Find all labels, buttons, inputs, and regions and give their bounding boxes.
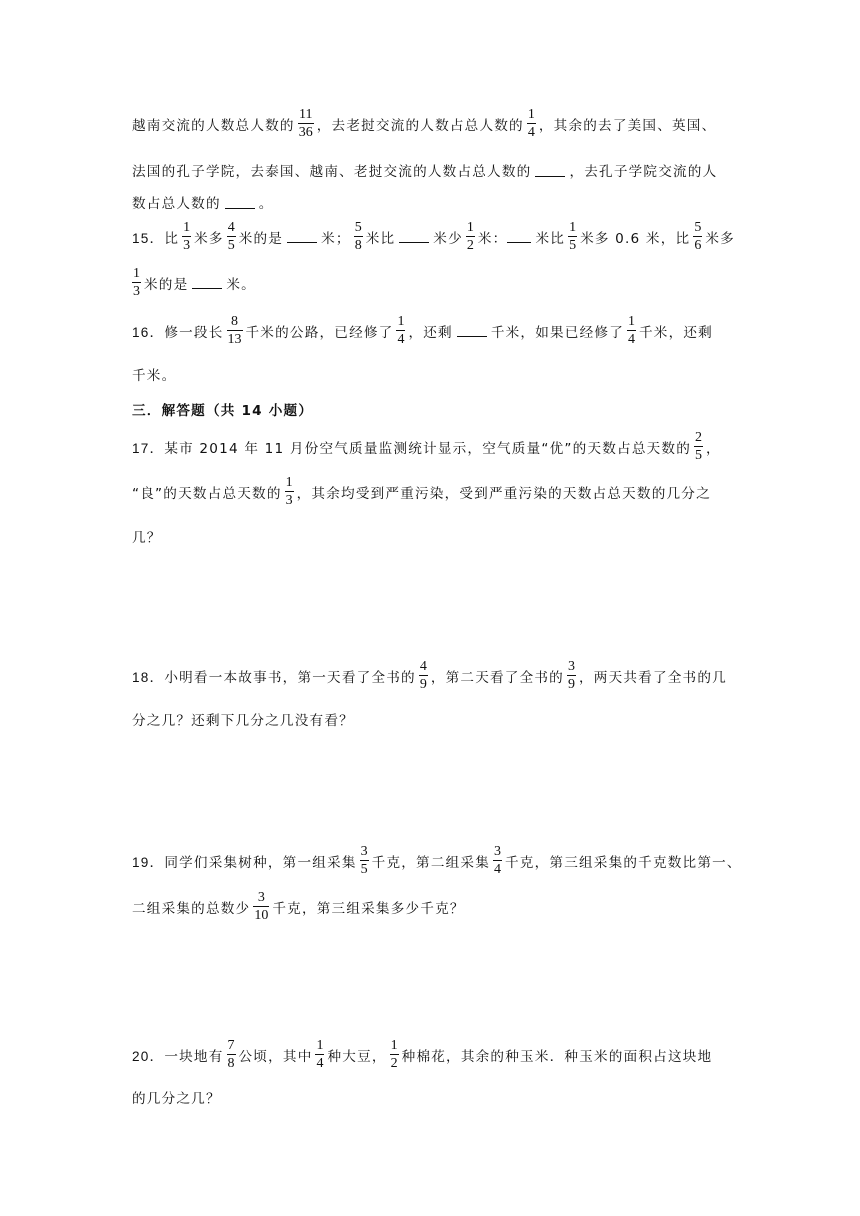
question-number: 17． — [132, 440, 165, 456]
numerator: 7 — [227, 1038, 235, 1053]
text: 二组采集的总数少 — [132, 900, 251, 917]
numerator: 3 — [360, 844, 368, 859]
denominator: 3 — [133, 284, 140, 299]
text: 的几分之几？ — [132, 1091, 221, 1107]
text: 一块地有 — [164, 1048, 224, 1065]
fraction — [693, 220, 702, 253]
q15-line1 — [132, 220, 735, 253]
q20-line2 — [132, 1087, 221, 1107]
text: “良”的天数占总天数的 — [132, 485, 282, 502]
numerator: 1 — [316, 1038, 324, 1053]
question-number: 19． — [132, 854, 165, 870]
answer-blank[interactable] — [507, 230, 531, 243]
denominator: 8 — [227, 1056, 235, 1071]
answer-blank[interactable] — [225, 196, 255, 209]
text: ，其余的去了美国、英国、 — [538, 117, 717, 134]
q16-line1 — [132, 314, 713, 347]
denominator: 36 — [298, 125, 313, 140]
text: 米多 — [705, 230, 735, 247]
question-number: 16． — [132, 324, 165, 340]
fraction — [253, 890, 269, 923]
numerator: 3 — [494, 844, 502, 859]
fraction — [694, 430, 703, 463]
text: ，还剩 — [408, 324, 453, 341]
text: 分之几？还剩下几分之几没有看？ — [132, 713, 354, 729]
numerator: 1 — [527, 107, 535, 122]
q20-line1 — [132, 1038, 712, 1071]
text: 千米的公路，已经修了 — [245, 324, 394, 341]
q17-line1 — [132, 430, 721, 463]
text: 千米，还剩 — [639, 324, 713, 341]
denominator: 4 — [494, 862, 502, 877]
numerator: 5 — [354, 220, 362, 235]
section-title: 三．解答题（共 14 小题） — [132, 403, 314, 419]
text: 米比 — [535, 230, 566, 247]
q17-line3 — [132, 526, 162, 546]
numerator: 1 — [397, 314, 405, 329]
q18-line1 — [132, 659, 727, 692]
answer-blank[interactable] — [287, 230, 317, 243]
text: 米多 0.6 米，比 — [580, 230, 691, 247]
q14-line2 — [132, 160, 717, 180]
numerator: 2 — [695, 430, 703, 445]
text: 数占总人数的 — [132, 196, 221, 212]
q16-line2 — [132, 364, 176, 384]
fraction — [354, 220, 363, 253]
numerator: 1 — [133, 266, 140, 281]
fraction — [182, 220, 191, 253]
text: 种大豆， — [327, 1048, 387, 1065]
denominator: 6 — [694, 238, 702, 253]
text: ， — [706, 440, 721, 457]
answer-blank[interactable] — [457, 324, 487, 337]
fraction — [627, 314, 636, 347]
text: 千米，如果已经修了 — [490, 324, 624, 341]
numerator: 11 — [298, 107, 313, 122]
numerator: 1 — [390, 1038, 398, 1053]
fraction — [567, 659, 576, 692]
denominator: 9 — [419, 677, 427, 692]
text: 几？ — [132, 530, 162, 546]
denominator: 4 — [397, 332, 405, 347]
fraction — [527, 107, 536, 140]
text: ，两天共看了全书的几 — [578, 669, 727, 686]
fraction — [298, 107, 314, 140]
denominator: 10 — [254, 908, 269, 923]
answer-blank[interactable] — [535, 164, 565, 177]
q19-line2 — [132, 890, 465, 923]
fraction — [227, 220, 236, 253]
numerator: 4 — [419, 659, 427, 674]
fraction — [396, 314, 405, 347]
numerator: 4 — [227, 220, 235, 235]
text: 公顷，其中 — [238, 1048, 313, 1065]
fraction — [419, 659, 428, 692]
numerator: 1 — [569, 220, 577, 235]
numerator: 3 — [567, 659, 575, 674]
fraction — [360, 844, 369, 877]
question-number: 15． — [132, 230, 165, 246]
question-number: 20． — [132, 1048, 165, 1064]
numerator: 1 — [628, 314, 635, 329]
denominator: 8 — [354, 238, 362, 253]
text: 米的是 — [238, 230, 284, 247]
denominator: 4 — [628, 332, 635, 347]
q15-line2 — [132, 266, 256, 299]
fraction — [390, 1038, 399, 1071]
text: 千克，第二组采集 — [371, 854, 491, 871]
numerator: 1 — [183, 220, 191, 235]
text: 小明看一本故事书，第一天看了全书的 — [164, 669, 416, 686]
text: 千克，第三组采集多少千克？ — [272, 900, 465, 917]
text: 修一段长 — [164, 324, 224, 341]
text: 同学们采集树种，第一组采集 — [164, 854, 357, 871]
text: 米： — [477, 230, 508, 247]
text: ，第二天看了全书的 — [430, 669, 564, 686]
denominator: 4 — [316, 1056, 324, 1071]
denominator: 5 — [695, 448, 703, 463]
text: 米多 — [194, 230, 224, 247]
numerator: 5 — [694, 220, 702, 235]
text: 种棉花，其余的种玉米．种玉米的面积占这块地 — [401, 1048, 713, 1065]
q14-line1 — [132, 107, 716, 140]
text: 千米。 — [132, 368, 177, 384]
denominator: 5 — [569, 238, 577, 253]
denominator: 5 — [360, 862, 368, 877]
fraction — [227, 1038, 236, 1071]
section-heading — [132, 399, 313, 419]
text: ，去老挝交流的人数占总人数的 — [316, 117, 524, 134]
denominator: 2 — [466, 238, 474, 253]
text: 。 — [258, 196, 274, 212]
numerator: 3 — [257, 890, 265, 905]
denominator: 13 — [227, 332, 242, 347]
fraction — [285, 475, 294, 508]
fraction — [132, 266, 141, 299]
q14-line3 — [132, 192, 274, 212]
answer-blank[interactable] — [192, 276, 222, 289]
denominator: 4 — [527, 125, 535, 140]
denominator: 3 — [285, 493, 293, 508]
q19-line1 — [132, 844, 742, 877]
numerator: 1 — [466, 220, 474, 235]
denominator: 3 — [183, 238, 191, 253]
text: 米的是 — [144, 276, 189, 293]
text: 千克，第三组采集的千克数比第一、 — [505, 854, 742, 871]
q18-line2 — [132, 709, 354, 729]
question-number: 18． — [132, 669, 165, 685]
fraction — [493, 844, 502, 877]
q17-line2 — [132, 475, 711, 508]
text: ，去孔子学院交流的人 — [569, 164, 718, 180]
text: 米比 — [365, 230, 396, 247]
denominator: 2 — [390, 1056, 398, 1071]
fraction — [315, 1038, 324, 1071]
text: 越南交流的人数总人数的 — [132, 117, 295, 134]
text: 某市 2014 年 11 月份空气质量监测统计显示，空气质量“优”的天数占总天数的 — [164, 440, 692, 457]
numerator: 1 — [285, 475, 293, 490]
text: 米。 — [226, 276, 256, 293]
text: ，其余均受到严重污染，受到严重污染的天数占总天数的几分之 — [296, 485, 711, 502]
text: 比 — [164, 230, 180, 247]
numerator: 8 — [231, 314, 239, 329]
answer-blank[interactable] — [399, 230, 429, 243]
fraction — [568, 220, 577, 253]
denominator: 5 — [227, 238, 235, 253]
text: 米； — [321, 230, 351, 247]
text: 米少 — [433, 230, 463, 247]
denominator: 9 — [567, 677, 575, 692]
text: 法国的孔子学院，去泰国、越南、老挝交流的人数占总人数的 — [132, 164, 532, 180]
fraction — [227, 314, 243, 347]
fraction — [466, 220, 475, 253]
